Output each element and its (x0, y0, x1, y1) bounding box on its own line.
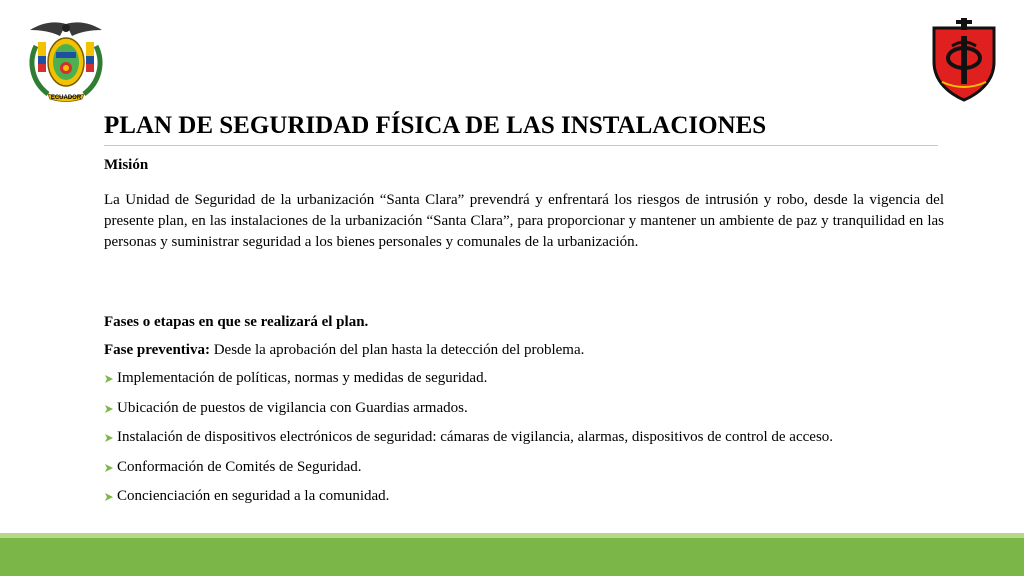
list-item (104, 400, 833, 430)
bullet-list (104, 370, 833, 518)
list-item (104, 370, 833, 400)
fase-preventiva-label: Fase preventiva: (104, 342, 210, 358)
arrow-bullet-icon (104, 492, 114, 502)
list-item (104, 429, 833, 459)
arrow-bullet-icon (104, 433, 114, 443)
arrow-bullet-icon (104, 404, 114, 414)
logo-caption: ECUADOR (50, 95, 82, 101)
coat-of-arms-logo (22, 16, 110, 104)
bullet-text: Concienciación en seguridad a la comunidad. (117, 488, 390, 504)
bullet-text: Implementación de políticas, normas y medidas de seguridad. (117, 370, 488, 386)
list-item (104, 459, 833, 489)
arrow-bullet-icon (104, 374, 114, 384)
title-divider (104, 145, 938, 146)
fase-preventiva-line (104, 342, 584, 359)
security-shield-logo (928, 16, 1000, 102)
bullet-text: Ubicación de puestos de vigilancia con Guardias armados. (117, 399, 468, 416)
list-item (104, 488, 833, 518)
mision-heading: Misión (104, 157, 149, 173)
mision-paragraph: La Unidad de Seguridad de la urbanización “Santa Clara” prevendrá y enfrentará los riesgos de intrusión y robo, desde la vigencia del presente plan, en las instalaciones de la urbanización “Santa Clara”, para proporcionar y mantener un ambiente de paz y tranquilidad en las personas y suministrar seguridad a los bienes personales y comunales de la urbanización. (104, 192, 944, 250)
footer-bar (0, 538, 1024, 576)
bullet-text: Instalación de dispositivos electrónicos de seguridad: cámaras de vigilancia, alarmas, dispositivos de control de acceso. (117, 429, 834, 445)
slide-title: PLAN DE SEGURIDAD FÍSICA DE LAS INSTALACIONES (104, 112, 767, 139)
arrow-bullet-icon (104, 463, 114, 473)
bullet-text: Conformación de Comités de Seguridad. (117, 458, 362, 475)
fases-heading: Fases o etapas en que se realizará el plan. (104, 314, 369, 330)
fase-preventiva-text: Desde la aprobación del plan hasta la detección del problema. (209, 342, 585, 358)
